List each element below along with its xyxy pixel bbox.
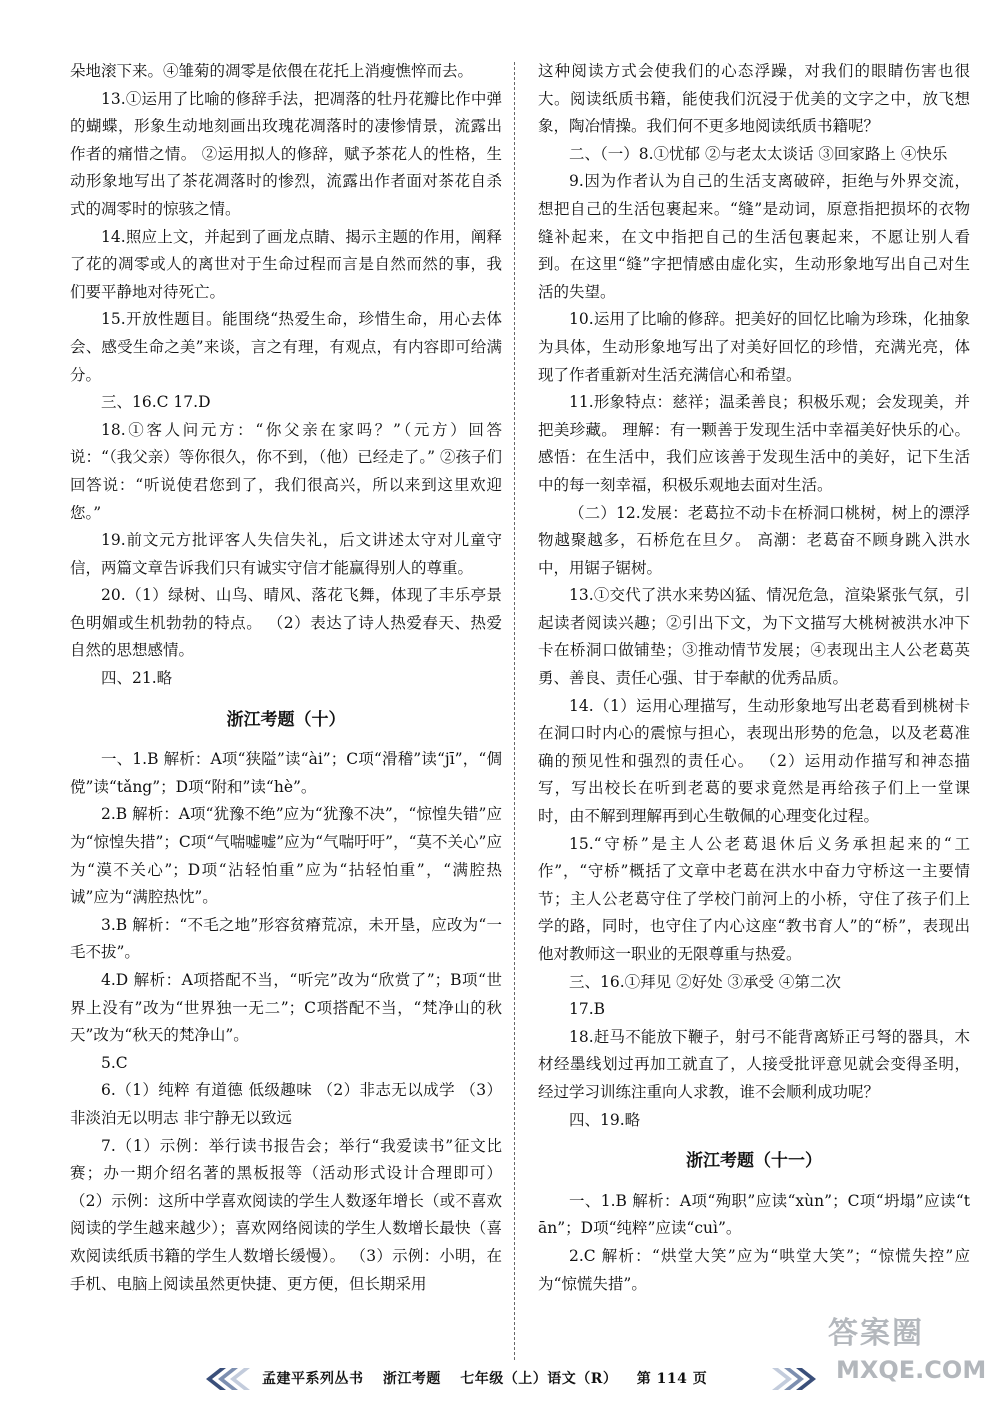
answer-paragraph: 17.B bbox=[569, 1000, 606, 1019]
left-chevron-icon bbox=[206, 1368, 250, 1390]
answer-paragraph: 朵地滚下来。④雏菊的凋零是依偎在花托上消瘦憔悴而去。 bbox=[70, 62, 474, 80]
answer-paragraph: 4.D 解析：A项搭配不当，“听完”改为“欣赏了”；B项“世界上没有”改为“世界独一无二”；C项搭配不当，“梵净山的秋天”改为“秋天的梵净山”。 bbox=[70, 971, 502, 1045]
answer-paragraph: 15.开放性题目。能围绕“热爱生命，珍惜生命，用心去体会、感受生命之美”来谈，言之有理，有观点，有内容即可给满分。 bbox=[70, 310, 502, 384]
right-chevron-icon bbox=[772, 1368, 816, 1390]
answer-paragraph: 18.①客人问元方：“你父亲在家吗？”（元方）回答说：“（我父亲）等你很久，你不到，（他）已经走了。” ②孩子们回答说：“听说使君您到了，我们很高兴，所以来到这里欢迎您。” bbox=[70, 420, 502, 522]
answer-paragraph: 2.B 解析：A项“犹豫不绝”应为“犹豫不决”，“惊惶失错”应为“惊惶失措”；C项“气喘嘘嘘”应为“气喘吁吁”，“莫不关心”应为“漠不关心”；D项“沾轻怕重”应为“拈轻怕重”，“满腔热诚”应为“满腔热忱”。 bbox=[70, 805, 502, 907]
answer-paragraph: 19.前文元方批评客人失信失礼，后文讲述太守对儿童守信，两篇文章告诉我们只有诚实守信才能赢得别人的尊重。 bbox=[70, 531, 502, 577]
left-column bbox=[70, 58, 502, 1298]
answer-paragraph: （二）12.发展：老葛拉不动卡在桥洞口桃树，树上的漂浮物越聚越多，石桥危在旦夕。 高潮：老葛奋不顾身跳入洪水中，用锯子锯树。 bbox=[538, 503, 970, 577]
answer-paragraph: 15.“守桥”是主人公老葛退休后义务承担起来的“工作”，“守桥”概括了文章中老葛在洪水中奋力守桥这一主要情节；主人公老葛守住了学校门前河上的小桥，守住了孩子们上学的路，同时，也守住了内心这座“教书育人”的“桥”，表现出他对教师这一职业的无限尊重与热爱。 bbox=[538, 834, 970, 963]
footer-series: 孟建平系列丛书 bbox=[262, 1371, 364, 1387]
answer-paragraph: 二、（一）8.①忧郁 ②与老太太谈话 ③回家路上 ④快乐 bbox=[569, 144, 948, 163]
answer-paragraph: 5.C bbox=[101, 1053, 128, 1072]
right-column bbox=[538, 58, 970, 1298]
answer-paragraph: 四、21.略 bbox=[101, 669, 173, 688]
footer-text bbox=[262, 1368, 721, 1388]
watermark-url: MXQE.COM bbox=[836, 1356, 987, 1384]
answer-paragraph: 13.①运用了比喻的修辞手法，把凋落的牡丹花瓣比作中弹的蝴蝶，形象生动地刻画出玫瑰花凋落时的凄惨情景，流露出作者的痛惜之情。 ②运用拟人的修辞，赋予茶花人的性格，生动形象地写出了茶花凋落时的惨烈，流露出作者面对茶花自杀式的凋零时的惊骇之情。 bbox=[70, 89, 502, 218]
answer-paragraph: 7.（1）示例：举行读书报告会；举行“我爱读书”征文比赛；办一期介绍名著的黑板报等（活动形式设计合理即可） （2）示例：这所中学喜欢阅读的学生人数逐年增长（或不喜欢阅读的学生越来越少）；喜欢网络阅读的学生人数增长最快（喜欢阅读纸质书籍的学生人数增长缓慢）。 （3）示例：小明，在手机、电脑上阅读虽然更快捷、更方便，但长期采用 bbox=[70, 1136, 502, 1293]
section-heading: 浙江考题（十一） bbox=[686, 1151, 822, 1172]
answer-paragraph: 18.赶马不能放下鞭子，射弓不能背离矫正弓弩的器具，木材经墨线划过再加工就直了，人接受批评意见就会变得圣明，经过学习训练注重向人求教，谁不会顺利成功呢？ bbox=[538, 1027, 970, 1101]
answer-paragraph: 11.形象特点：慈祥；温柔善良；积极乐观；会发现美，并把美珍藏。 理解：有一颗善于发现生活中幸福美好快乐的心。 感悟：在生活中，我们应该善于发现生活中的美好，记下生活中的每一刻幸福，积极乐观地去面对生活。 bbox=[538, 393, 970, 494]
footer-page-number: 第 114 页 bbox=[636, 1371, 708, 1387]
answer-paragraph: 三、16.①拜见 ②好处 ③承受 ④第二次 bbox=[569, 972, 841, 991]
answer-paragraph: 9.因为作者认为自己的生活支离破碎，拒绝与外界交流，想把自己的生活包裹起来。“缝”是动词，原意指把损坏的衣物缝补起来，在文中指把自己的生活包裹起来，不愿让别人看到。在这里“缝”字把情感由虚化实，生动形象地写出自己对生活的失望。 bbox=[538, 172, 970, 301]
answer-paragraph: 这种阅读方式会使我们的心态浮躁，对我们的眼睛伤害也很大。阅读纸质书籍，能使我们沉浸于优美的文字之中，放飞想象，陶冶情操。我们何不更多地阅读纸质书籍呢？ bbox=[538, 62, 970, 136]
answer-paragraph: 14.（1）运用心理描写，生动形象地写出老葛看到桃树卡在洞口时内心的震惊与担心，表现出形势的危急，以及老葛准确的预见性和强烈的责任心。 （2）运用动作描写和神态描写，写出校长在听到老葛的要求竟然是再给孩子们上一堂课时，由不解到理解再到心生敬佩的心理变化过程。 bbox=[538, 696, 970, 826]
column-divider bbox=[514, 62, 515, 1360]
answer-paragraph: 6.（1）纯粹 有道德 低级趣味 （2）非志无以成学 （3）非淡泊无以明志 非宁静无以致远 bbox=[70, 1081, 502, 1127]
answer-paragraph: 14.照应上文，并起到了画龙点睛、揭示主题的作用，阐释了花的凋零或人的离世对于生命过程而言是自然而然的事，我们要平静地对待死亡。 bbox=[70, 227, 502, 301]
answer-paragraph: 一、1.B 解析：A项“狭隘”读“ài”；C项“滑稽”读“jī”，“倜傥”读“tǎng”；D项“附和”读“hè”。 bbox=[70, 750, 502, 796]
answer-paragraph: 10.运用了比喻的修辞。把美好的回忆比喻为珍珠，化抽象为具体，生动形象地写出了对美好回忆的珍惜，充满光亮，体现了作者重新对生活充满信心和希望。 bbox=[538, 310, 970, 384]
answer-paragraph: 3.B 解析：“不毛之地”形容贫瘠荒凉，未开垦，应改为“一毛不拔”。 bbox=[70, 915, 502, 962]
watermark-logo-text: 答案圈 bbox=[828, 1316, 924, 1351]
footer-grade: 七年级（上）语文（R） bbox=[460, 1371, 618, 1387]
answer-paragraph: 一、1.B 解析：A项“殉职”应读“xùn”；C项“坍塌”应读“tān”；D项“纯粹”应读“cuì”。 bbox=[538, 1191, 970, 1238]
answer-paragraph: 三、16.C 17.D bbox=[101, 393, 211, 412]
site-watermark bbox=[822, 1308, 990, 1394]
answer-paragraph: 13.①交代了洪水来势凶猛、情况危急，渲染紧张气氛，引起读者阅读兴趣；②引出下文，为下文描写大桃树被洪水冲下卡在桥洞口做铺垫；③推动情节发展；④表现出主人公老葛英勇、善良、责任心强、甘于奉献的优秀品质。 bbox=[538, 586, 970, 688]
answer-paragraph: 四、19.略 bbox=[569, 1110, 641, 1129]
answer-paragraph: 20.（1）绿树、山鸟、晴风、落花飞舞，体现了丰乐亭景色明媚或生机勃勃的特点。 （2）表达了诗人热爱春天、热爱自然的思想感情。 bbox=[70, 586, 502, 660]
answer-paragraph: 2.C 解析：“烘堂大笑”应为“哄堂大笑”；“惊慌失控”应为“惊慌失措”。 bbox=[538, 1246, 970, 1293]
section-heading: 浙江考题（十） bbox=[226, 709, 346, 730]
footer-book: 浙江考题 bbox=[382, 1371, 441, 1387]
